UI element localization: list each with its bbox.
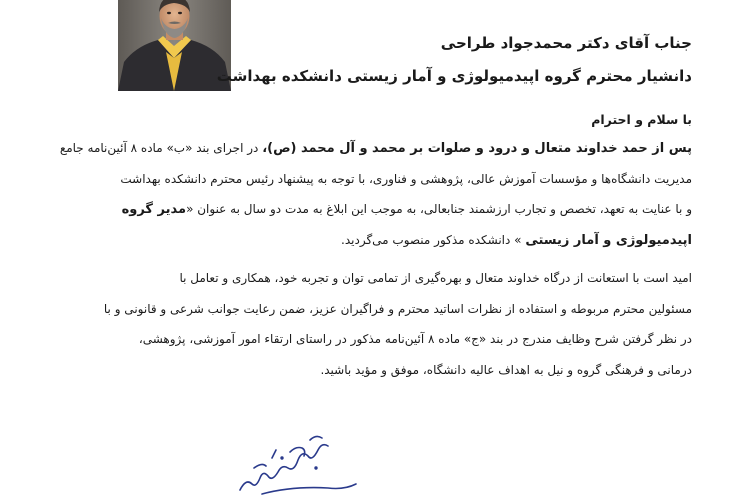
paragraph-line: در نظر گرفتن شرح وظایف مندرج در بند «ج» ماده ۸ آئین‌نامه مذکور در راستای ارتقاء امور آموزشی، پژوهشی، — [138, 332, 692, 346]
paragraph-line: امید است با استعانت از درگاه خداوند متعال و بهره‌گیری از تمامی توان و تجربه خود، همکاری و تعامل با — [179, 271, 692, 285]
paragraph-text: در اجرای بند «ب» ماده ۸ آئین‌نامه جامع — [59, 141, 263, 155]
opening-praise: پس از حمد خداوند متعال و درود و صلوات بر محمد و آل محمد (ص)، — [262, 141, 692, 156]
paragraph-line: درمانی و فرهنگی گروه و نیل به اهداف عالیه دانشگاه، موفق و مؤید باشید. — [320, 362, 692, 377]
paragraph-line: مسئولین محترم مربوطه و استفاده از نظرات اساتید محترم و فراگیران عزیز، ضمن رعایت جوانب شرعی و قانونی و با — [103, 301, 692, 316]
paragraph-line — [56, 133, 692, 164]
paragraph-text: » دانشکده مذکور منصوب می‌گردید. — [341, 232, 526, 247]
paragraph-line — [56, 225, 692, 256]
paragraph-text: و با عنایت به تعهد، تخصص و تجارب ارزشمند جنابعالی، به موجب این ابلاغ به مدت دو سال به عنوان « — [186, 202, 692, 216]
paragraph-line: مدیریت دانشگاه‌ها و مؤسسات آموزش عالی، پژوهشی و فناوری، با توجه به پیشنهاد رئیس محترم دانشکده بهداشت — [120, 171, 692, 186]
position-title: مدیر گروه — [121, 202, 187, 217]
signature — [232, 428, 362, 500]
appointment-paragraph — [56, 133, 692, 255]
portrait-photo — [118, 0, 231, 91]
greeting: با سلام و احترام — [591, 112, 692, 127]
paragraph-line — [56, 194, 692, 225]
department-name: اپیدمیولوژی و آمار زیستی — [525, 232, 692, 248]
wishes-paragraph — [56, 263, 692, 385]
recipient-title: دانشیار محترم گروه اپیدمیولوژی و آمار زیستی دانشکده بهداشت — [216, 67, 692, 85]
recipient-name: جناب آقای دکتر محمدجواد طراحی — [440, 34, 692, 52]
